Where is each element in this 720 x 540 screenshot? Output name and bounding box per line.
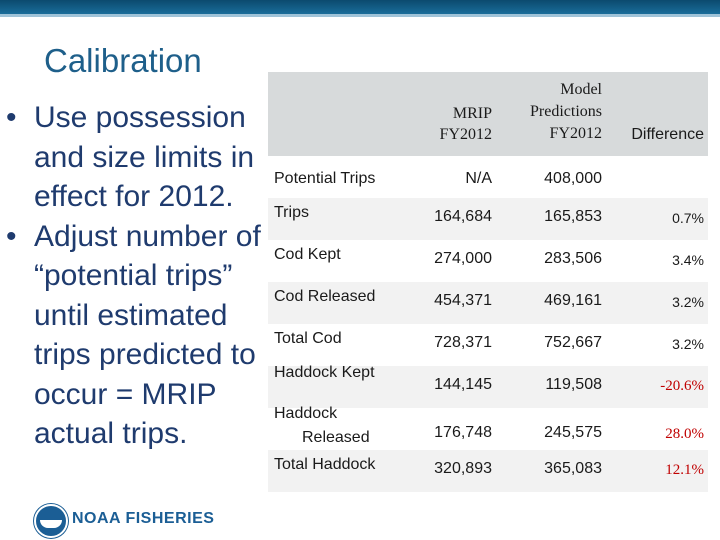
row-label-line: Haddock <box>274 405 338 422</box>
header-model-line: Predictions <box>530 103 602 120</box>
difference-value: 0.7% <box>672 210 704 226</box>
mrip-value: 454,371 <box>434 292 492 309</box>
noaa-logo-icon <box>34 504 68 538</box>
bullet-list <box>0 98 272 454</box>
top-banner <box>0 0 720 14</box>
model-value: 119,508 <box>545 376 602 393</box>
mrip-value: 176,748 <box>434 424 492 441</box>
model-value: 165,853 <box>544 208 602 225</box>
header-mrip <box>418 103 492 145</box>
model-value: 245,575 <box>544 424 602 441</box>
model-value: 752,667 <box>544 334 602 351</box>
header-model-line: FY2012 <box>549 125 602 142</box>
top-banner-stripe <box>0 14 720 17</box>
model-value: 365,083 <box>544 460 602 477</box>
difference-value: 3.2% <box>672 294 704 310</box>
bullet-text: Adjust number of “potential trips” until estimated trips predicted to occur = MRIP actual trips. <box>34 219 261 450</box>
mrip-value: 144,145 <box>434 376 492 393</box>
row-label: Total Haddock <box>274 456 376 473</box>
bullet-item <box>0 98 272 217</box>
slide-title: Calibration <box>44 42 202 79</box>
difference-value: 28.0% <box>665 426 704 442</box>
row-label: Cod Released <box>274 288 376 305</box>
calibration-table <box>268 72 708 492</box>
row-label: Trips <box>274 204 309 221</box>
row-label-line: Released <box>302 429 370 446</box>
header-model-line: Model <box>560 81 602 98</box>
difference-value: 3.4% <box>672 252 704 268</box>
mrip-value: 320,893 <box>434 460 492 477</box>
difference-value: 3.2% <box>672 336 704 352</box>
header-mrip-line: FY2012 <box>439 126 492 143</box>
row-label <box>274 402 370 450</box>
bullet-item <box>0 217 272 454</box>
header-mrip-line: MRIP <box>452 105 492 122</box>
bullet-icon: • <box>6 219 17 253</box>
row-label: Haddock Kept <box>274 364 375 381</box>
model-value: 469,161 <box>544 292 602 309</box>
header-difference: Difference <box>631 126 704 143</box>
row-label: Potential Trips <box>274 170 376 187</box>
difference-value: 12.1% <box>665 462 704 478</box>
model-value: 408,000 <box>544 170 602 187</box>
difference-value: -20.6% <box>660 378 704 394</box>
bullet-icon: • <box>6 101 17 134</box>
mrip-value: 164,684 <box>434 208 492 225</box>
row-label: Cod Kept <box>274 246 341 263</box>
header-model-predictions <box>500 79 602 145</box>
mrip-value: N/A <box>465 170 492 187</box>
mrip-value: 274,000 <box>434 250 492 267</box>
mrip-value: 728,371 <box>434 334 492 351</box>
noaa-fisheries-wordmark: NOAA FISHERIES <box>72 510 215 527</box>
bullet-text: Use possession and size limits in effect for 2012. <box>34 101 255 213</box>
row-label: Total Cod <box>274 330 342 347</box>
model-value: 283,506 <box>544 250 602 267</box>
